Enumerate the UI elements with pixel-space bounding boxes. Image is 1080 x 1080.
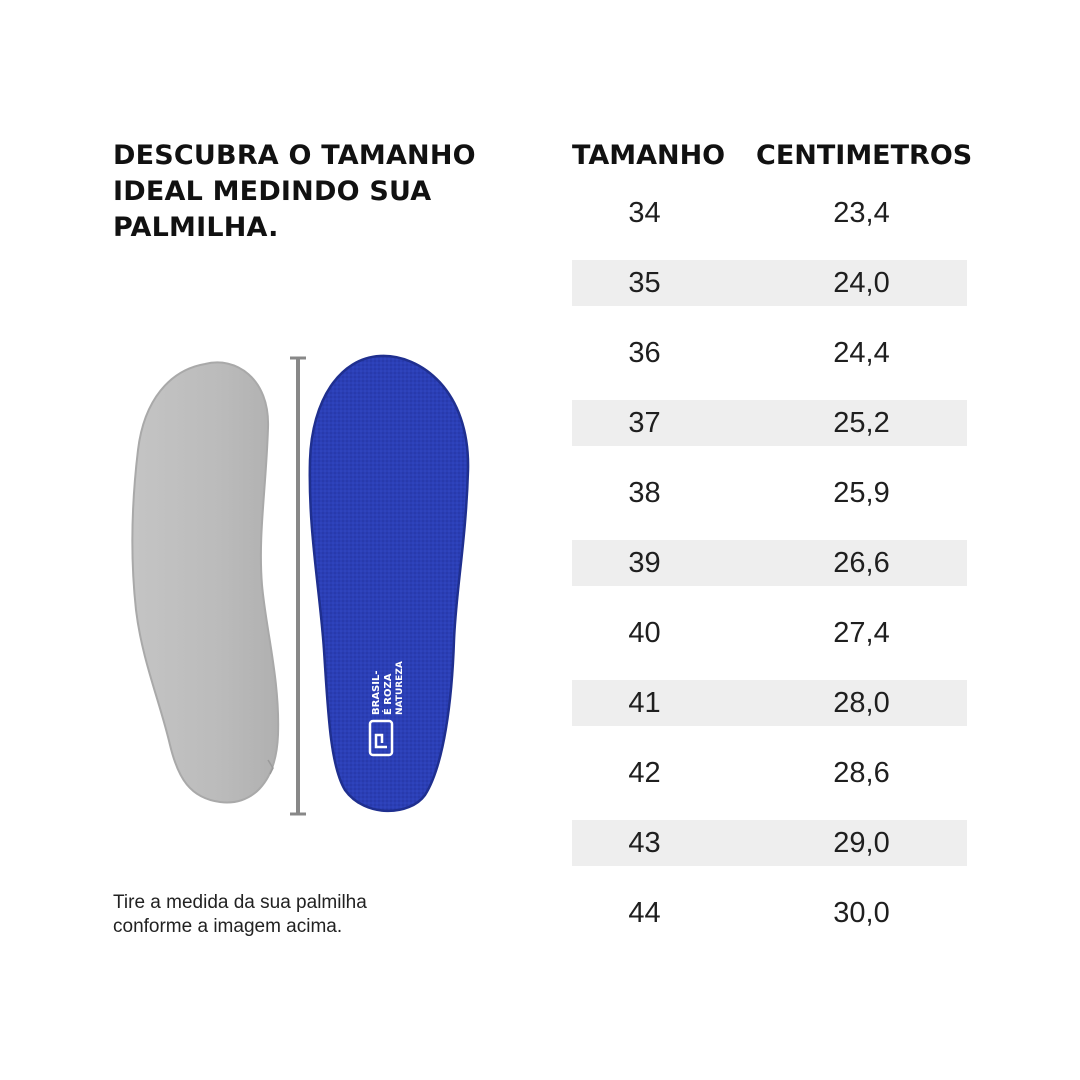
insole-illustration [120, 350, 480, 820]
title-line-1: DESCUBRA O TAMANHO [113, 140, 476, 171]
table-row [572, 470, 967, 516]
cm-cell: 28,6 [833, 757, 890, 789]
table-row [572, 540, 967, 586]
cm-cell: 30,0 [833, 897, 890, 929]
svg-text:É ROZA: É ROZA [383, 673, 394, 715]
header-size: TAMANHO [572, 140, 726, 171]
size-cell: 39 [628, 547, 661, 579]
table-row [572, 610, 967, 656]
table-row [572, 190, 967, 236]
size-cell: 40 [628, 617, 661, 649]
size-cell: 41 [628, 687, 661, 719]
table-row [572, 820, 967, 866]
title-line-3: PALMILHA. [113, 212, 279, 243]
svg-text:NATUREZA: NATUREZA [395, 661, 405, 715]
size-cell: 43 [628, 827, 661, 859]
page-title [113, 138, 513, 246]
blue-insole [310, 356, 468, 811]
svg-text:BRASIL-: BRASIL- [371, 670, 382, 715]
table-row [572, 680, 967, 726]
caption-line-1: Tire a medida da sua palmilha [113, 892, 367, 913]
size-cell: 34 [628, 197, 661, 229]
cm-cell: 26,6 [833, 547, 890, 579]
size-cell: 37 [628, 407, 661, 439]
header-centimeters: CENTIMETROS [756, 140, 973, 171]
grey-insole [132, 362, 278, 802]
cm-cell: 29,0 [833, 827, 890, 859]
cm-cell: 24,4 [833, 337, 890, 369]
cm-cell: 24,0 [833, 267, 890, 299]
size-table [572, 0, 973, 1080]
caption-line-2: conforme a imagem acima. [113, 916, 343, 937]
cm-cell: 27,4 [833, 617, 890, 649]
table-row [572, 330, 967, 376]
size-cell: 36 [628, 337, 661, 369]
cm-cell: 23,4 [833, 197, 890, 229]
measure-instructions [113, 891, 453, 939]
size-cell: 42 [628, 757, 661, 789]
size-cell: 44 [628, 897, 661, 929]
cm-cell: 25,2 [833, 407, 890, 439]
table-row [572, 400, 967, 446]
cm-cell: 25,9 [833, 477, 890, 509]
title-line-2: IDEAL MEDINDO SUA [113, 176, 432, 207]
size-cell: 38 [628, 477, 661, 509]
measure-line-icon [290, 358, 306, 814]
cm-cell: 28,0 [833, 687, 890, 719]
table-row [572, 750, 967, 796]
table-row [572, 260, 967, 306]
size-cell: 35 [628, 267, 661, 299]
table-row [572, 890, 967, 936]
